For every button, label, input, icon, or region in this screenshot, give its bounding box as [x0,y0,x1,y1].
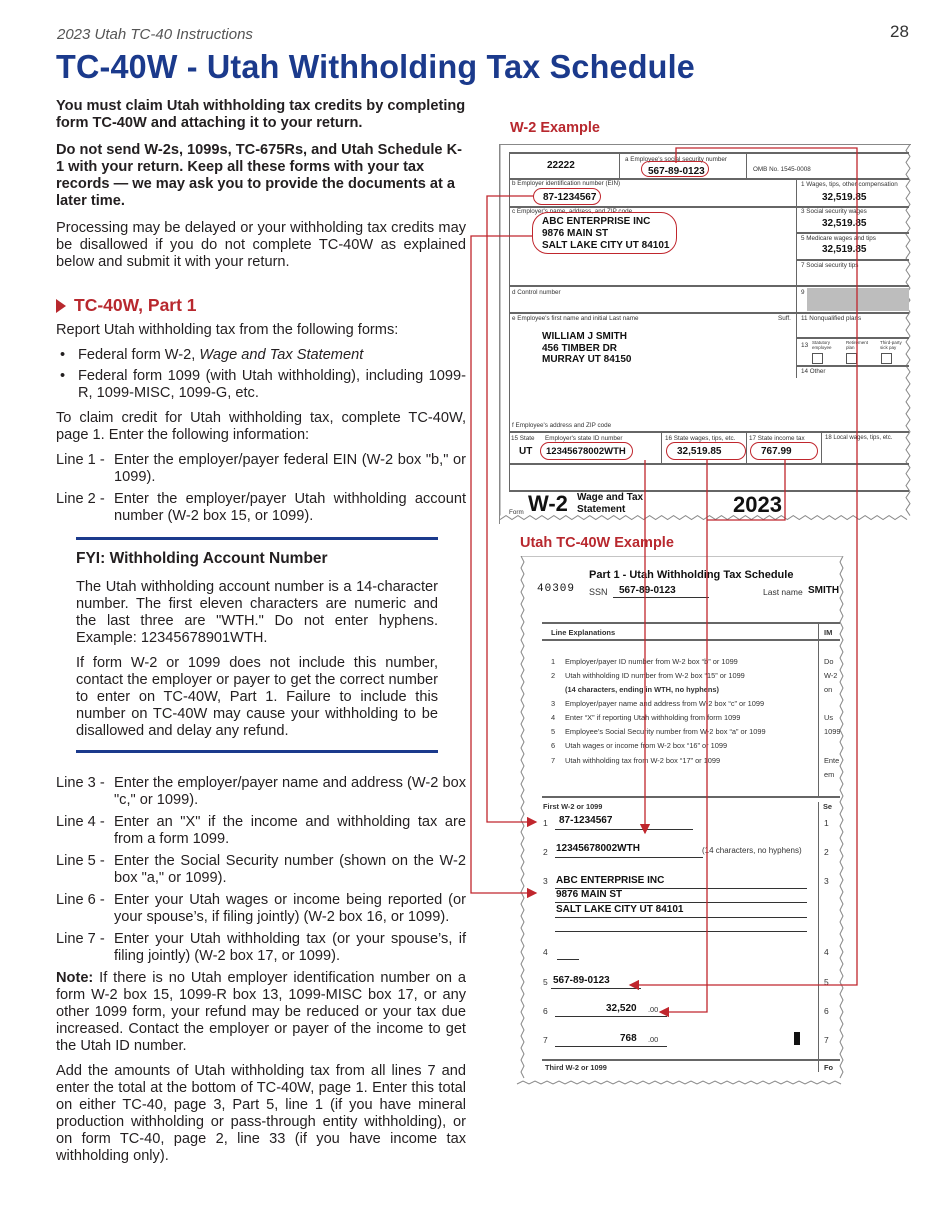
tax-connector-1 [707,460,785,520]
w2-box17: 767.99 [761,446,792,457]
tc-se-label: Se [823,802,833,811]
w2-suff-label: Suff. [778,315,791,322]
explanation-right-text: Ente [824,756,840,765]
tc-line2-note: (14 characters, no hyphens) [702,846,802,855]
w2-box-a-label: a Employee's social security number [625,156,727,163]
w2-box9-label: 9 [801,289,805,296]
report-text: Report Utah withholding tax from the following forms: [56,322,399,338]
tc-line6: 32,520 [606,1003,637,1014]
explanation-number: 4 [551,713,556,722]
tc-part-title: Part 1 - Utah Withholding Tax Schedule [589,569,794,581]
line-label: Line 5 - [56,853,105,869]
employer-connector [471,236,536,893]
explanation-number: 1 [551,657,556,666]
w2-box11-label: 11 Nonqualified plans [801,315,862,322]
w2-box1: 32,519.85 [822,192,867,203]
w2-box3-label: 3 Social security wages [801,208,867,215]
explanation-number: 5 [551,727,556,736]
explanation-text: Utah withholding tax from W-2 box “17” or 1099 [565,756,721,765]
note-label: Note: [56,970,94,986]
ssn-connector [630,148,857,985]
explanation-number: 2 [551,671,556,680]
tc-first-label: First W-2 or 1099 [543,802,603,811]
line-number-left: 5 [543,977,548,987]
line-label: Line 4 - [56,814,105,830]
tc-last-name-label: Last name [763,587,803,597]
bullet1-text: Federal form W-2, [78,347,200,363]
wages-connector [660,460,707,1012]
tc-line3-street: 9876 MAIN ST [556,889,623,900]
w2-employee-city: MURRAY UT 84150 [542,354,632,365]
w2-box-b-label: b Employer identification number (EIN) [512,180,621,187]
w2-box15-label: 15 State [511,435,535,442]
line-number-left: 1 [543,818,548,828]
line-label: Line 3 - [56,775,105,791]
explanation-right-text: em [824,770,835,779]
w2-box13-thirdparty: Third-party sick pay [880,340,902,350]
w2-box13-label: 13 [801,342,809,349]
tc-fo-label: Fo [824,1063,834,1072]
note-text: If there is no Utah employer identification number on a form W-2 box 15, 1099-R box 13, 1099-MISC box 17, or any other 1099 form, your refund may be reduced or your tax due increased. Contact the employer or payer of the income to get the Utah ID number. [56,970,466,1054]
explanation-right-text: Us [824,713,834,722]
w2-box17-label: 17 State income tax [749,435,805,442]
intro-paragraph-3: Processing may be delayed or your withholding tax credits may be disallowed if you do not complete TC-40W as explained below and submit it with your return. [56,220,466,270]
explanation-text: Employer/payer ID number from W-2 box “b” or 1099 [565,657,738,666]
tc-ssn-label: SSN [589,587,608,597]
line-text: Enter the employer/payer federal EIN (W-2 box "b," or 1099). [114,452,466,485]
tc-last-name: SMITH [808,585,840,596]
w2-employer-city: SALT LAKE CITY UT 84101 [542,240,670,251]
intro-paragraph-2: Do not send W-2s, 1099s, TC-675Rs, and Utah Schedule K-1 with your return. Keep all these forms with your tax records — we may ask you to provide the documents at a later time. [56,142,462,209]
explanation-right-text: W-2 [824,671,838,680]
explanation-number: 7 [551,756,556,765]
w2-box-d-label: d Control number [512,289,561,296]
w2-form-desc-1: Wage and Tax [577,492,644,503]
explanation-text: Employee’s Social Security number from W-2 box “a” or 1099 [565,727,766,736]
line-number-right: 4 [824,947,829,957]
tc40w-example-title: Utah TC-40W Example [520,535,674,551]
tc-ssn: 567-89-0123 [619,585,676,596]
running-header: 2023 Utah TC-40 Instructions [57,26,253,43]
add-paragraph: Add the amounts of Utah withholding tax from all lines 7 and enter the total at the bottom of TC-40W, page 1. Enter this total on either TC-40, page 3, Part 5, line 1 (if you have mineral production withholding or pass-through entity withholding), or on form TC-40, page 2, line 33 (if you have income tax withholding only). [56,1063,466,1164]
explanation-number: 6 [551,741,556,750]
line-number-right: 7 [824,1035,829,1045]
explanation-right-text: Do [824,657,834,666]
w2-box3: 32,519.85 [822,218,867,229]
w2-employee-street: 456 TIMBER DR [542,343,618,354]
w2-box-f-label: f Employee's address and ZIP code [512,422,612,429]
w2-box13-statutory: Statutory employee [812,340,832,350]
explanation-number: 3 [551,699,556,708]
tc-form-code: 40309 [537,583,576,595]
explanation-text: Employer/payer name and address from W-2 box “c” or 1099 [565,699,765,708]
fyi-title: FYI: Withholding Account Number [76,550,328,567]
claim-text: To claim credit for Utah withholding tax, complete TC-40W, page 1. Enter the following information: [56,410,466,443]
line-number-left: 6 [543,1006,548,1016]
explanation-right-text: 1099 [824,727,841,736]
tc-line2: 12345678002WTH [556,843,640,854]
bullet-icon: • [60,347,66,363]
w2-state-id: 12345678002WTH [546,446,626,457]
tc-line6-cents: .00 [648,1005,659,1014]
line-number-left: 4 [543,947,548,957]
tc-line-expl-label: Line Explanations [551,628,616,637]
ein-connector [487,196,536,822]
w2-ein: 87-1234567 [543,192,597,203]
line-number-left: 2 [543,847,548,857]
line-label: Line 6 - [56,892,105,908]
line-number-right: 6 [824,1006,829,1016]
page-number: 28 [890,22,909,41]
line-text: Enter the employer/payer Utah withholding account number (W-2 box 15, or 1099). [114,491,466,524]
tc-third-label: Third W-2 or 1099 [545,1063,607,1072]
w2-box15-id-label: Employer's state ID number [545,435,623,442]
line-number-right: 1 [824,818,829,828]
w2-omb: OMB No. 1545-0008 [753,166,811,173]
w2-box5: 32,519.85 [822,244,867,255]
w2-box-c-label: c Employer's name, address, and ZIP code [512,208,633,215]
tc-line7: 768 [620,1033,637,1044]
page-title: TC-40W - Utah Withholding Tax Schedule [56,48,695,85]
tc-line5: 567-89-0123 [553,975,610,986]
w2-state: UT [519,446,533,457]
w2-box7-label: 7 Social security tips [801,262,859,269]
explanation-text: (14 characters, ending in WTH, no hyphens) [565,685,719,694]
w2-example-title: W-2 Example [510,120,600,136]
w2-form-desc-2: Statement [577,504,626,515]
tc-line3-city: SALT LAKE CITY UT 84101 [556,904,684,915]
tc-im-label: IM [824,628,833,637]
w2-year: 2023 [733,492,782,517]
w2-control-code: 22222 [547,160,575,171]
explanation-text: Utah wages or income from W-2 box “16” or 1099 [565,741,728,750]
w2-ssn: 567-89-0123 [648,166,705,177]
w2-box16: 32,519.85 [677,446,722,457]
bullet1-italic: Wage and Tax Statement [199,347,364,363]
line-text: Enter your Utah withholding tax (or your spouse’s, if filing jointly) (W-2 box 17, or 1099). [114,931,466,964]
line-label: Line 2 - [56,491,105,507]
line-number-left: 7 [543,1035,548,1045]
fyi-paragraph-2: If form W-2 or 1099 does not include this number, contact the employer or payer to get the correct number to enter on TC-40W, Part 1. Failure to include this number on TC-40W may cause your withholding to be disallowed and delay any refund. [76,655,438,739]
tc-line3-name: ABC ENTERPRISE INC [556,875,665,886]
w2-employer-street: 9876 MAIN ST [542,228,609,239]
line-text: Enter an "X" if the income and withholding tax are from a form 1099. [114,814,466,847]
fyi-paragraph-1: The Utah withholding account number is a 14-character number. The first eleven characters are numeric and the last three are "WTH." Do not enter hyphens. Example: 12345678901WTH. [76,579,438,646]
w2-employer-name: ABC ENTERPRISE INC [542,216,651,227]
w2-box1-label: 1 Wages, tips, other compensation [801,181,898,188]
w2-box13-retirement: Retirement plan [846,340,869,350]
w2-form-word: Form [509,509,524,516]
part1-heading-text: TC-40W, Part 1 [74,295,197,315]
intro-paragraph-1: You must claim Utah withholding tax credits by completing form TC-40W and attaching it to your return. [56,98,466,131]
line-number-right: 5 [824,977,829,987]
line-number-right: 2 [824,847,829,857]
w2-box18-label: 18 Local wages, tips, etc. [825,435,893,441]
explanation-text: Enter “X” if reporting Utah withholding from form 1099 [565,713,741,722]
line-number-right: 3 [824,876,829,886]
line-text: Enter your Utah wages or income being reported (or your spouse’s, if filing jointly) (W-2 box 16, or 1099). [114,892,466,925]
tc-line7-cents: .00 [648,1035,659,1044]
tc-line1: 87-1234567 [559,815,613,826]
w2-employee-name: WILLIAM J SMITH [542,331,627,342]
line-label: Line 1 - [56,452,105,468]
w2-box-e-label: e Employee's first name and initial Last name [512,315,639,322]
line-text: Enter the employer/payer name and address (W-2 box "c," or 1099). [114,775,466,808]
w2-form-name: W-2 [528,491,568,516]
line-label: Line 7 - [56,931,105,947]
w2-box5-label: 5 Medicare wages and tips [801,235,876,242]
w2-box16-label: 16 State wages, tips, etc. [665,435,736,442]
w2-box14-label: 14 Other [801,368,826,375]
bullet-icon: • [60,368,66,384]
bullet2-text: Federal form 1099 (with Utah withholding), including 1099-R, 1099-MISC, 1099-G, etc. [78,368,466,401]
explanation-text: Utah withholding ID number from W-2 box “15” or 1099 [565,671,745,680]
explanation-right-text: on [824,685,833,694]
line-text: Enter the Social Security number (shown on the W-2 box "a," or 1099). [114,853,466,886]
line-number-left: 3 [543,876,548,886]
